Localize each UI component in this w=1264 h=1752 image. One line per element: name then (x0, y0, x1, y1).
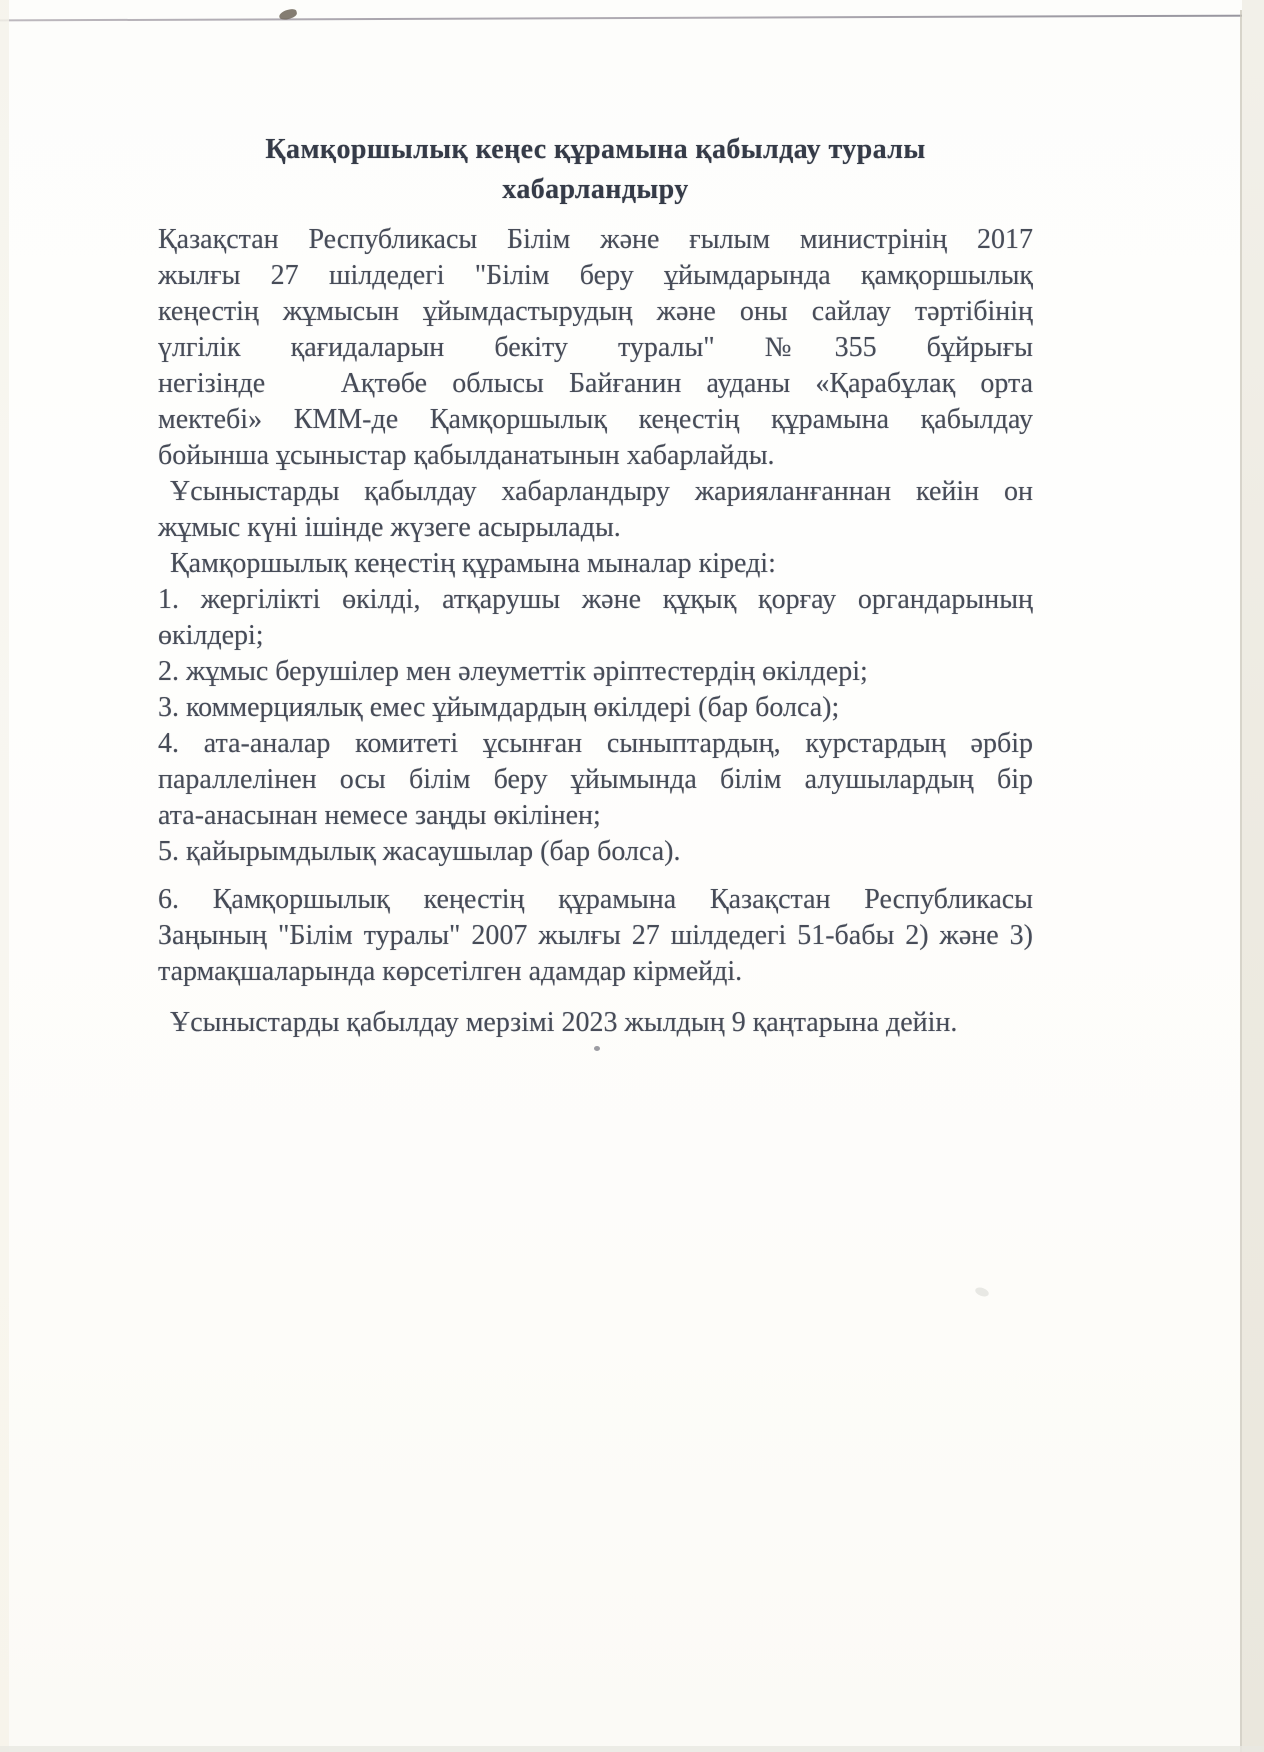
document-title (158, 130, 1033, 210)
paragraph-line: Қазақстан Республикасы Білім және ғылым министрінің 2017 (158, 224, 1033, 255)
list-item-line: 3. коммерциялық емес ұйымдардың өкілдері (бар болса); (158, 692, 840, 723)
page-bottom-edge (0, 1746, 1264, 1752)
document-title-line2: хабарландыру (502, 174, 689, 205)
paragraph-line: үлгілік қағидаларын бекіту туралы" №355 бұйрығы (158, 332, 1033, 363)
paragraph-line: мектебі» КММ-де Қамқоршылық кеңестің құрамына қабылдау (158, 404, 1033, 435)
list-item-line: параллелінен осы білім беру ұйымында білім алушылардың бір (158, 764, 1033, 795)
list-item-2 (158, 654, 1033, 690)
page-right-edge (1242, 0, 1264, 1752)
list-item-line: 5. қайырымдылық жасаушылар (бар болса). (158, 836, 681, 867)
paragraph-line: Ұсыныстарды қабылдау хабарландыру жарияланғаннан кейін он (170, 476, 1033, 507)
top-scan-line (0, 15, 1264, 22)
paragraph-line: бойынша ұсыныстар қабылданатынын хабарлайды. (158, 440, 775, 471)
list-item-line: 1. жергілікті өкілді, атқарушы және құқық қорғау органдарының (158, 584, 1033, 615)
list-item-line: өкілдері; (158, 620, 264, 651)
paragraph-line: Ұсыныстарды қабылдау мерзімі 2023 жылдың 9 қаңтарына дейін. (170, 1007, 958, 1038)
page-right-edge-line (1240, 10, 1242, 1752)
paragraph-line: тармақшаларында көрсетілген адамдар кірмейді. (158, 956, 743, 987)
page-left-edge (0, 0, 9, 1752)
list-item-4 (158, 726, 1033, 834)
list-intro (158, 546, 1033, 582)
paragraph-line: Қамқоршылық кеңестің құрамына мыналар кіреді: (170, 548, 776, 579)
paragraph-proposal-period (158, 474, 1033, 546)
list-item-line: 2. жұмыс берушілер мен әлеуметтік әріптестердің өкілдері; (158, 656, 868, 687)
list-item-line: 4. ата-аналар комитеті ұсынған сыныптардың, курстардың әрбір (158, 728, 1033, 759)
paragraph-line: жұмыс күні ішінде жүзеге асырылады. (158, 512, 621, 543)
paragraph-line: Заңының "Білім туралы" 2007 жылғы 27 шілдедегі 51-бабы 2) және 3) (158, 920, 1033, 951)
list-item-1 (158, 582, 1033, 654)
paragraph-exclusions (158, 882, 1033, 990)
paragraph-line: кеңестің жұмысын ұйымдастырудың және оны сайлау тәртібінің (158, 296, 1033, 327)
document-body (158, 130, 1033, 1041)
paragraph-line: 6. Қамқоршылық кеңестің құрамына Қазақстан Республикасы (158, 884, 1033, 915)
stray-dot (594, 1046, 600, 1051)
list-item-3 (158, 690, 1033, 726)
document-title-line1: Қамқоршылық кеңес құрамына қабылдау туралы (265, 134, 926, 165)
paragraph-basis (158, 222, 1033, 474)
list-item-5 (158, 834, 1033, 870)
paragraph-line: жылғы 27 шілдедегі "Білім беру ұйымдарында қамқоршылық (158, 260, 1033, 291)
paragraph-line: негізінде Ақтөбе облысы Байғанин ауданы «Қарабұлақ орта (158, 368, 1033, 399)
faint-mark (974, 1286, 990, 1298)
list-item-line: ата-анасынан немесе заңды өкілінен; (158, 800, 601, 831)
paragraph-deadline (158, 1005, 1033, 1041)
